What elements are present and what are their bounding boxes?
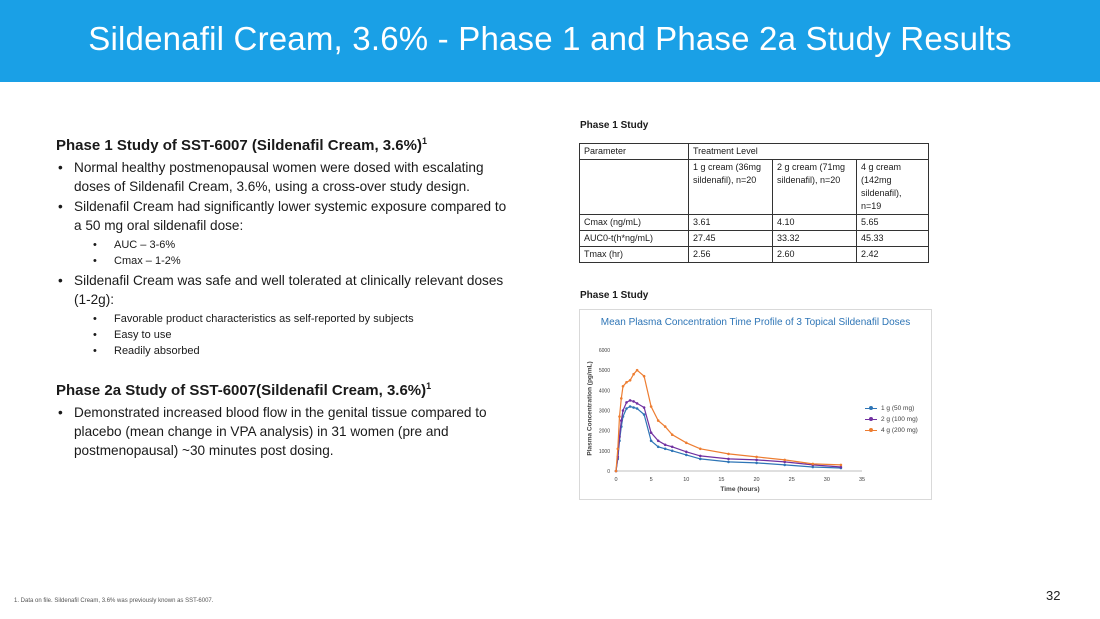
phase1-heading-text: Phase 1 Study of SST-6007 (Sildenafil Cream, 3.6%) [56, 137, 422, 154]
legend-swatch [865, 430, 877, 431]
bullet-text: Demonstrated increased blood flow in the genital tissue compared to placebo (mean change in VPA analysis) in 31 women (pre and postmenopausal) ~30 minutes post dosing. [74, 405, 487, 458]
data-point [629, 399, 632, 402]
data-point [615, 470, 618, 473]
sub-bullet-list [74, 237, 516, 269]
data-point [650, 405, 653, 408]
data-point [727, 461, 730, 464]
data-point [622, 409, 625, 412]
phase2a-bullet [56, 403, 516, 460]
table-subheader-row [580, 160, 929, 215]
value-cell: 4.10 [773, 215, 857, 231]
y-tick-label: 4000 [598, 388, 610, 395]
x-tick-label: 25 [788, 477, 795, 483]
phase1-bullet [56, 197, 516, 269]
data-point [632, 406, 635, 409]
data-point [625, 407, 628, 410]
x-tick-label: 20 [753, 477, 760, 483]
data-point [657, 446, 660, 449]
legend-label: 4 g (200 mg) [881, 427, 918, 434]
footnote: 1. Data on file. Sildenafil Cream, 3.6% was previously known as SST-6007. [14, 598, 214, 604]
chart-legend [865, 403, 918, 436]
phase1-heading [56, 136, 516, 154]
legend-marker [869, 428, 873, 432]
legend-swatch [865, 419, 877, 420]
phase2a-heading-footnote-ref: 1 [426, 381, 432, 391]
data-point [671, 450, 674, 453]
data-point [622, 385, 625, 388]
chart-title-text: Mean Plasma Concentration Time Profile of 3 Topical Sildenafil Doses [600, 317, 911, 328]
legend-item [865, 403, 918, 414]
bullet-text: Normal healthy postmenopausal women were dosed with escalating doses of Sildenafil Cream, 3.6%, using a cross-over study design. [74, 160, 484, 194]
phase2a-heading [56, 381, 516, 399]
x-tick-label: 10 [683, 477, 690, 483]
data-point [812, 463, 815, 466]
legend-item [865, 414, 918, 425]
pk-results-table [579, 143, 929, 263]
value-cell: 5.65 [857, 215, 929, 231]
data-point [643, 413, 646, 416]
phase2a-bullet-list [56, 403, 516, 460]
data-point [671, 433, 674, 436]
legend-item [865, 425, 918, 436]
value-cell: 27.45 [689, 231, 773, 247]
legend-marker [869, 406, 873, 410]
data-point [664, 448, 667, 451]
data-point [636, 369, 639, 372]
empty-cell [580, 160, 689, 215]
data-point [618, 415, 621, 418]
param-header-cell: Parameter [580, 144, 689, 160]
y-tick-label: 1000 [598, 448, 610, 455]
param-cell: Cmax (ng/mL) [580, 215, 689, 231]
column-header-cell: 2 g cream (71mg sildenafil), n=20 [773, 160, 857, 215]
legend-swatch [865, 408, 877, 409]
data-point [783, 459, 786, 462]
y-tick-label: 5000 [598, 368, 610, 375]
sub-bullet: • AUC – 3-6% [74, 237, 516, 253]
y-axis-title: Plasma Concentration (pg/mL) [586, 361, 594, 456]
data-point [685, 451, 688, 454]
phase1-bullet [56, 158, 516, 196]
sub-bullet: • Easy to use [74, 327, 516, 343]
data-point [617, 448, 620, 451]
y-tick-label: 2000 [598, 428, 610, 435]
data-point [636, 402, 639, 405]
sub-bullet: • Cmax – 1-2% [74, 253, 516, 269]
data-point [632, 400, 635, 403]
table-header-row [580, 144, 929, 160]
param-cell: Tmax (hr) [580, 247, 689, 263]
param-cell: AUC0-t(h*ng/mL) [580, 231, 689, 247]
x-tick-label: 35 [858, 477, 866, 483]
chart-section-title: Phase 1 Study [580, 290, 649, 301]
data-point [636, 407, 639, 410]
data-point [650, 431, 653, 434]
data-point [755, 456, 758, 459]
data-point [727, 453, 730, 456]
value-cell: 3.61 [689, 215, 773, 231]
x-tick-label: 0 [614, 477, 618, 483]
table-row [580, 247, 929, 263]
legend-marker [869, 417, 873, 421]
data-point [625, 381, 628, 384]
data-point [671, 446, 674, 449]
x-tick-label: 30 [823, 477, 830, 483]
value-cell: 45.33 [857, 231, 929, 247]
x-axis-title: Time (hours) [720, 486, 760, 493]
treatment-level-header-cell: Treatment Level [689, 144, 929, 160]
table-section-title: Phase 1 Study [580, 120, 649, 131]
data-point [840, 464, 843, 467]
bullet-text: Sildenafil Cream had significantly lower systemic exposure compared to a 50 mg oral sildenafil dose: [74, 199, 507, 233]
data-point [643, 406, 646, 409]
phase1-heading-footnote-ref: 1 [421, 136, 427, 146]
y-tick-label: 3000 [598, 408, 610, 415]
data-point [650, 440, 653, 443]
data-point [620, 397, 623, 400]
data-point [629, 405, 632, 408]
sub-bullet-list [74, 311, 516, 359]
data-point [755, 462, 758, 465]
phase1-bullet-list [56, 158, 516, 359]
title-bar [0, 0, 1100, 82]
legend-label: 2 g (100 mg) [881, 416, 918, 423]
value-cell: 2.56 [689, 247, 773, 263]
table-row [580, 231, 929, 247]
data-point [643, 375, 646, 378]
data-point [632, 373, 635, 376]
data-point [629, 379, 632, 382]
sub-bullet: • Favorable product characteristics as self-reported by subjects [74, 311, 516, 327]
data-point [657, 440, 660, 443]
data-point [685, 454, 688, 457]
phase1-bullet [56, 271, 516, 359]
data-point [699, 455, 702, 458]
left-content [56, 136, 516, 461]
data-point [620, 419, 623, 422]
column-header-cell: 4 g cream (142mg sildenafil), n=19 [857, 160, 929, 215]
pk-chart [579, 309, 932, 500]
data-point [664, 425, 667, 428]
legend-label: 1 g (50 mg) [881, 405, 915, 412]
data-point [664, 444, 667, 447]
slide-title: Sildenafil Cream, 3.6% - Phase 1 and Phase 2a Study Results [88, 20, 1012, 57]
y-tick-label: 6000 [598, 348, 610, 354]
bullet-text: Sildenafil Cream was safe and well tolerated at clinically relevant doses (1-2g): [74, 273, 504, 307]
column-header-cell: 1 g cream (36mg sildenafil), n=20 [689, 160, 773, 215]
data-point [783, 464, 786, 467]
series-line-3 [616, 370, 841, 471]
data-point [699, 448, 702, 451]
y-tick-label: 0 [607, 469, 610, 475]
x-tick-label: 15 [718, 477, 725, 483]
data-point [755, 459, 758, 462]
data-point [625, 401, 628, 404]
value-cell: 33.32 [773, 231, 857, 247]
data-point [699, 458, 702, 461]
page-number: 32 [1046, 588, 1061, 603]
phase2a-heading-text: Phase 2a Study of SST-6007(Sildenafil Cream, 3.6%) [56, 382, 427, 399]
value-cell: 2.60 [773, 247, 857, 263]
sub-bullet: • Readily absorbed [74, 343, 516, 359]
x-tick-label: 5 [649, 477, 653, 483]
table-row [580, 215, 929, 231]
data-point [727, 458, 730, 461]
value-cell: 2.42 [857, 247, 929, 263]
data-point [685, 442, 688, 445]
data-point [657, 419, 660, 422]
